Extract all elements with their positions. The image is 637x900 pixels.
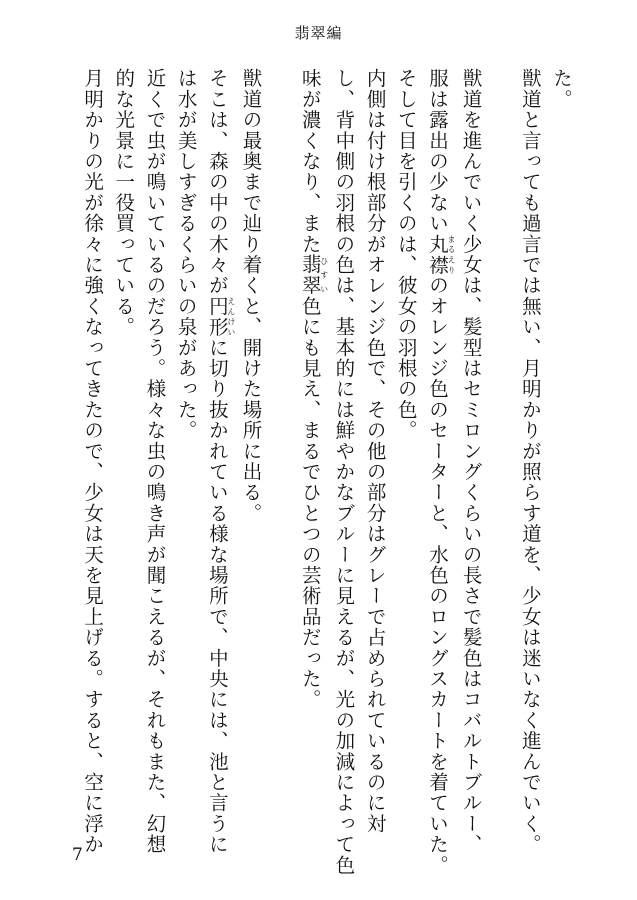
- ruby-annotated-word: [425, 233, 456, 276]
- text-segment: 色にも見え、まるでひとつの芸術品だった。: [298, 295, 322, 710]
- ruby-reading: ひすい: [319, 254, 329, 296]
- text-line: 内側は付け根部分がオレンジ色で、その他の部分はグレーで占められているのに対: [363, 68, 387, 834]
- text-segment: のオレンジ色のセーターと、水色のロングスカートを着ていた。: [425, 275, 449, 876]
- ruby-annotated-word: [205, 295, 236, 338]
- text-line-with-ruby: [202, 68, 236, 855]
- text-line: 獣道と言っても過言では無い、月明かりが照らす道を、少女は迷いなく進んでいく。: [518, 68, 542, 855]
- text-line: 獣道を進んでいく少女は、髪型はセミロングくらいの長さで髪色はコバルトブルー、: [459, 68, 483, 855]
- running-header: 翡翠編: [294, 24, 343, 42]
- ruby-base: 翡翠: [298, 254, 322, 296]
- text-line: そして目を引くのは、彼女の羽根の色。: [394, 68, 418, 441]
- text-line: た。: [550, 68, 573, 110]
- ruby-annotated-word: [298, 254, 329, 296]
- ruby-base: 丸襟: [425, 233, 449, 276]
- text-segment: に切り抜かれている様な場所で、中央には、池と言うに: [205, 337, 229, 855]
- text-segment: 服は露出の少ない: [425, 68, 449, 234]
- ruby-reading: えんけい: [226, 295, 236, 338]
- text-segment: そこは、森の中の木々が: [205, 68, 229, 296]
- text-line: 近くで虫が鳴いているのだろう。様々な虫の鳴き声が聞こえるが、それもまた、幻想: [143, 68, 167, 855]
- text-line: 的な光景に一役買っている。: [112, 68, 136, 338]
- ruby-base: 円形: [205, 295, 229, 338]
- page-number: 7: [72, 845, 83, 865]
- text-line: は水が美しすぎるくらいの泉があった。: [174, 68, 198, 441]
- text-line-with-ruby: [422, 68, 456, 876]
- vertical-body-text: [77, 68, 577, 876]
- text-line: 獣道の最奥まで辿り着くと、開けた場所に出る。: [239, 68, 263, 524]
- text-line: 月明かりの光が徐々に強くなってきたので、少女は天を見上げる。すると、空に浮か: [81, 68, 105, 855]
- text-line: し、背中側の羽根の色は、基本的には鮮やかなブルーに見えるが、光の加減によって色: [332, 68, 356, 876]
- paragraph-gap: [487, 68, 515, 828]
- paragraph-gap: [267, 68, 295, 828]
- text-line-with-ruby: [295, 68, 329, 828]
- ruby-reading: まるえり: [446, 233, 456, 276]
- text-segment: 味が濃くなり、また: [298, 68, 322, 255]
